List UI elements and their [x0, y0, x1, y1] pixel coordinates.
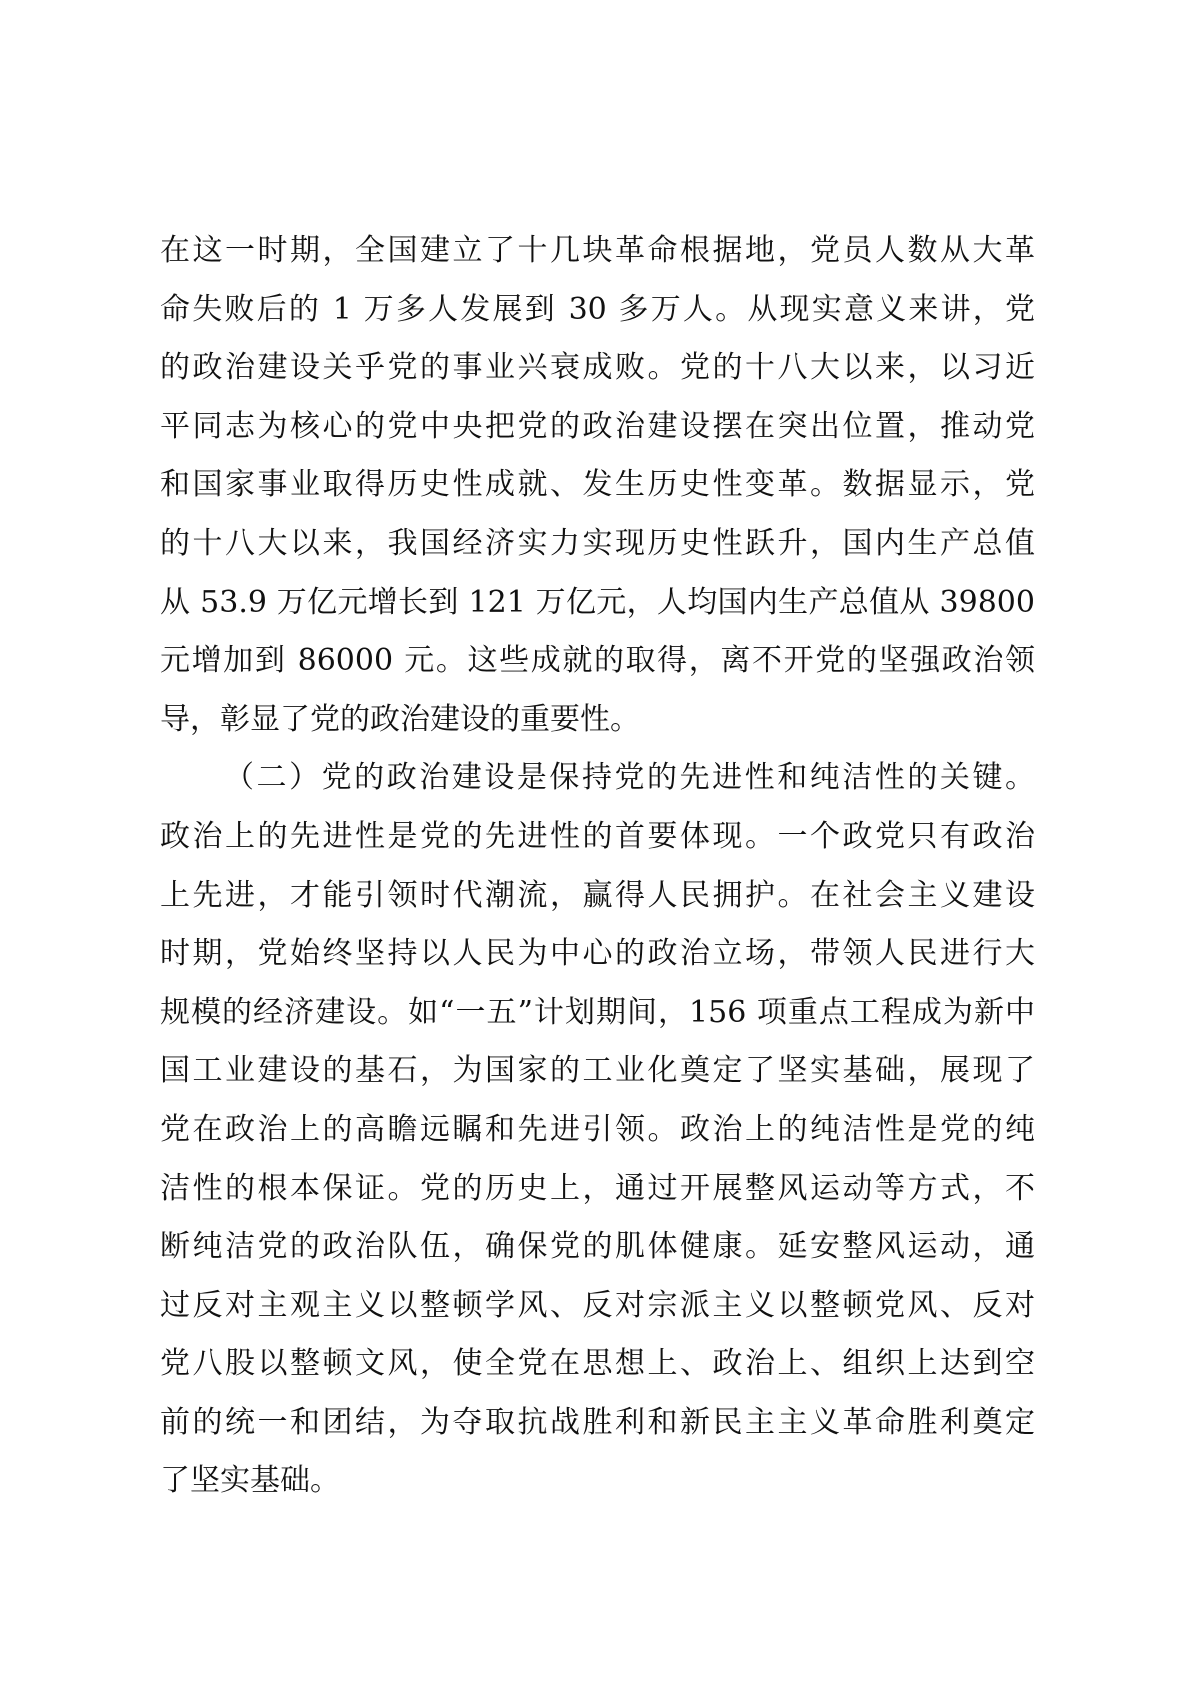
text-line-paragraph-end: 了坚实基础。: [160, 1463, 340, 1499]
section-heading-line: （二）党的政治建设是保持党的先进性和纯洁性的关键。: [224, 760, 1035, 796]
text-line: 过反对主观主义以整顿学风、反对宗派主义以整顿党风、反对: [160, 1287, 1035, 1323]
text-line: 国工业建设的基石，为国家的工业化奠定了坚实基础，展现了: [160, 1053, 1035, 1089]
text-line: 和国家事业取得历史性成就、发生历史性变革。数据显示，党: [160, 467, 1035, 503]
text-line: 规模的经济建设。如“一五”计划期间，156 项重点工程成为新中: [160, 994, 1035, 1030]
text-line: 政治上的先进性是党的先进性的首要体现。一个政党只有政治: [160, 818, 1035, 854]
text-line: 洁性的根本保证。党的历史上，通过开展整风运动等方式，不: [160, 1170, 1035, 1206]
text-line: 党八股以整顿文风，使全党在思想上、政治上、组织上达到空: [160, 1346, 1035, 1382]
text-line: 从 53.9 万亿元增长到 121 万亿元，人均国内生产总值从 39800: [160, 584, 1035, 620]
text-line: 在这一时期，全国建立了十几块革命根据地，党员人数从大革: [160, 233, 1035, 268]
text-line-paragraph-end: 导，彰显了党的政治建设的重要性。: [160, 701, 640, 737]
text-line: 断纯洁党的政治队伍，确保党的肌体健康。延安整风运动，通: [160, 1229, 1035, 1265]
text-line: 命失败后的 1 万多人发展到 30 多万人。从现实意义来讲，党: [160, 291, 1035, 327]
text-line: 党在政治上的高瞻远瞩和先进引领。政治上的纯洁性是党的纯: [160, 1111, 1035, 1147]
text-line: 前的统一和团结，为夺取抗战胜利和新民主主义革命胜利奠定: [160, 1404, 1035, 1440]
document-body: [160, 222, 1035, 1511]
text-line: 的十八大以来，我国经济实力实现历史性跃升，国内生产总值: [160, 525, 1035, 561]
text-line: 元增加到 86000 元。这些成就的取得，离不开党的坚强政治领: [160, 643, 1035, 679]
text-line: 时期，党始终坚持以人民为中心的政治立场，带领人民进行大: [160, 936, 1035, 972]
text-line: 平同志为核心的党中央把党的政治建设摆在突出位置，推动党: [160, 408, 1035, 444]
text-line: 上先进，才能引领时代潮流，赢得人民拥护。在社会主义建设: [160, 877, 1035, 913]
text-line: 的政治建设关乎党的事业兴衰成败。党的十八大以来，以习近: [160, 350, 1035, 386]
